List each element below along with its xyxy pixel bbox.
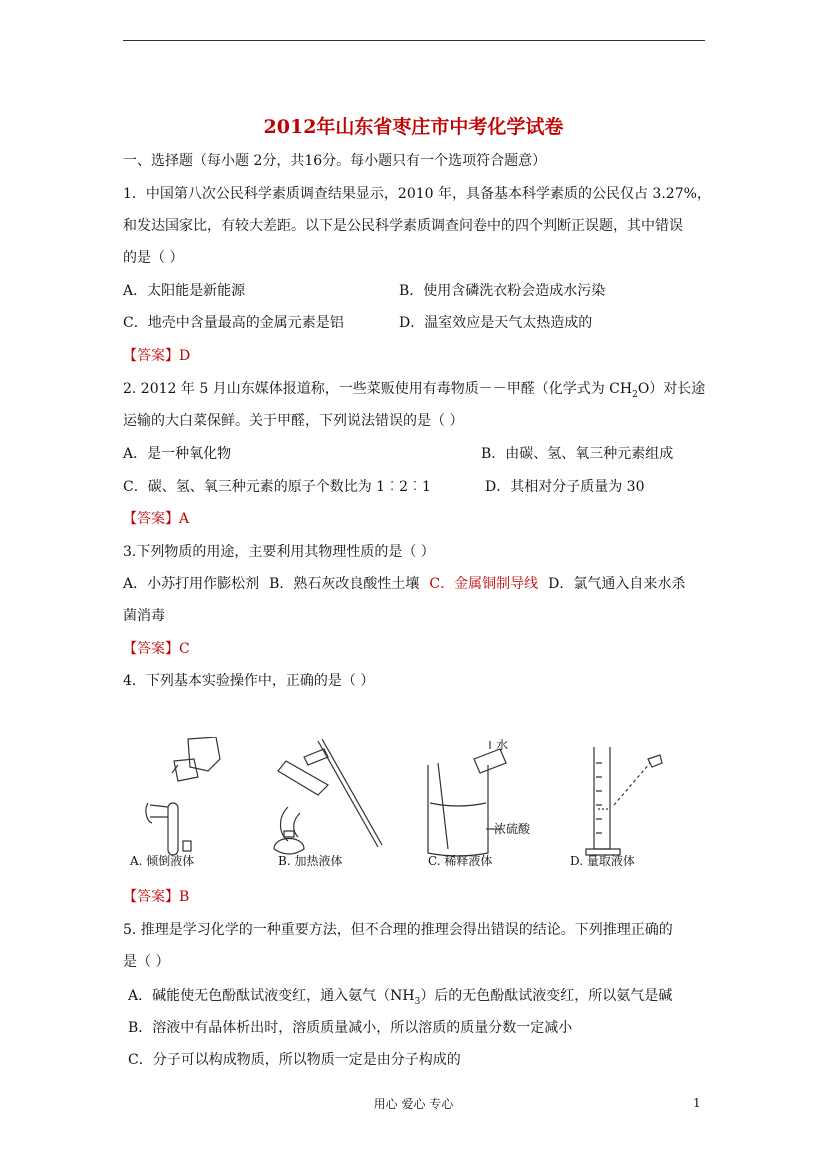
- answer-label: 【答案】: [123, 511, 179, 527]
- q3-option-d: D．氯气通入自来水杀: [548, 576, 686, 592]
- q5-line2: 是（ ）: [123, 954, 170, 970]
- answer-label: 【答案】: [123, 348, 179, 364]
- q1-line3: 的是（ ）: [123, 250, 184, 266]
- figure-d-measuring: [586, 747, 662, 855]
- q1-option-b: B．使用含磷洗衣粉会造成水污染: [399, 283, 606, 299]
- caption-c: C. 稀释液体: [428, 854, 493, 868]
- answer-value: C: [179, 641, 190, 657]
- q5-option-a-text: A．碱能使无色酚酞试液变红，通入氨气（NH: [128, 988, 415, 1004]
- caption-a: A. 倾倒液体: [130, 854, 195, 868]
- q1-option-d: D．温室效应是天气太热造成的: [399, 315, 593, 331]
- label-concentrated-sulfuric-acid: 浓硫酸: [494, 822, 531, 836]
- q1-option-c: C．地壳中含量最高的金属元素是铝: [123, 315, 344, 331]
- q2-option-c: C．碳、氢、氧三种元素的原子个数比为 1︰2︰1: [123, 479, 431, 495]
- q2-option-d: D．其相对分子质量为 30: [485, 479, 645, 495]
- footer-motto: 用心 爱心 专心: [373, 1097, 454, 1111]
- q2-answer: [123, 510, 189, 528]
- q3-options: [123, 575, 685, 593]
- answer-label: 【答案】: [123, 889, 179, 905]
- section-heading: 一、选择题（每小题 2分，共16分。每小题只有一个选项符合题意）: [123, 153, 547, 169]
- answer-value: B: [179, 889, 190, 905]
- q3-option-d-cont: 菌消毒: [123, 608, 165, 624]
- q3-option-a: A．小苏打用作膨松剂: [123, 576, 260, 592]
- page-number: 1: [693, 1096, 701, 1110]
- header-rule: [123, 40, 705, 41]
- q2-line1-tail: O）对长途: [637, 381, 706, 397]
- q5-option-c: C．分子可以构成物质，所以物质一定是由分子构成的: [128, 1052, 461, 1068]
- q2-option-a: A．是一种氧化物: [123, 446, 232, 462]
- figure-b-heating: [274, 739, 382, 854]
- q1-line2: 和发达国家比，有较大差距。以下是公民科学素质调查问卷中的四个判断正误题，其中错误: [123, 218, 683, 234]
- lab-operations-figure: [128, 737, 688, 872]
- figure-c-diluting: [428, 741, 506, 856]
- q3-line1: 3.下列物质的用途，主要利用其物理性质的是（ ）: [123, 544, 435, 560]
- q1-option-a: A．太阳能是新能源: [123, 283, 246, 299]
- q5-option-a-tail: ）后的无色酚酞试液变红，所以氨气是碱: [420, 988, 673, 1004]
- q5-option-b: B．溶液中有晶体析出时，溶质质量减小，所以溶质的质量分数一定减小: [128, 1020, 573, 1036]
- q3-answer: [123, 640, 190, 658]
- answer-label: 【答案】: [123, 641, 179, 657]
- q3-option-b: B．熟石灰改良酸性土壤: [269, 576, 420, 592]
- q5-option-a: [128, 987, 672, 1011]
- q3-option-c: C．金属铜制导线: [429, 576, 539, 592]
- answer-value: D: [179, 348, 191, 364]
- answer-value: A: [179, 511, 190, 527]
- q2-option-b: B．由碳、氢、氧三种元素组成: [481, 446, 674, 462]
- q1-line1: 1．中国第八次公民科学素质调查结果显示，2010 年，具备基本科学素质的公民仅占 3.27%，: [123, 186, 711, 202]
- q5-line1: 5. 推理是学习化学的一种重要方法，但不合理的推理会得出错误的结论。下列推理正确的: [123, 922, 673, 938]
- q5-subscript: 3: [414, 996, 421, 1007]
- label-water: 水: [496, 738, 509, 752]
- q1-answer: [123, 347, 190, 365]
- page-title: 2012年山东省枣庄市中考化学试卷: [263, 116, 564, 138]
- q2-line1: [123, 380, 705, 404]
- caption-b: B. 加热液体: [278, 854, 343, 868]
- caption-d: D. 量取液体: [570, 854, 635, 868]
- q4-answer: [123, 888, 189, 906]
- q4-line1: 4．下列基本实验操作中，正确的是（ ）: [123, 673, 375, 689]
- q2-line1-text: 2. 2012 年 5 月山东媒体报道称，一些菜贩使用有毒物质－－甲醛（化学式为 CH: [123, 381, 633, 397]
- q2-line2: 运输的大白菜保鲜。关于甲醛，下列说法错误的是（ ）: [123, 413, 464, 429]
- figure-a-pouring: [146, 737, 220, 855]
- q2-subscript: 2: [632, 389, 638, 400]
